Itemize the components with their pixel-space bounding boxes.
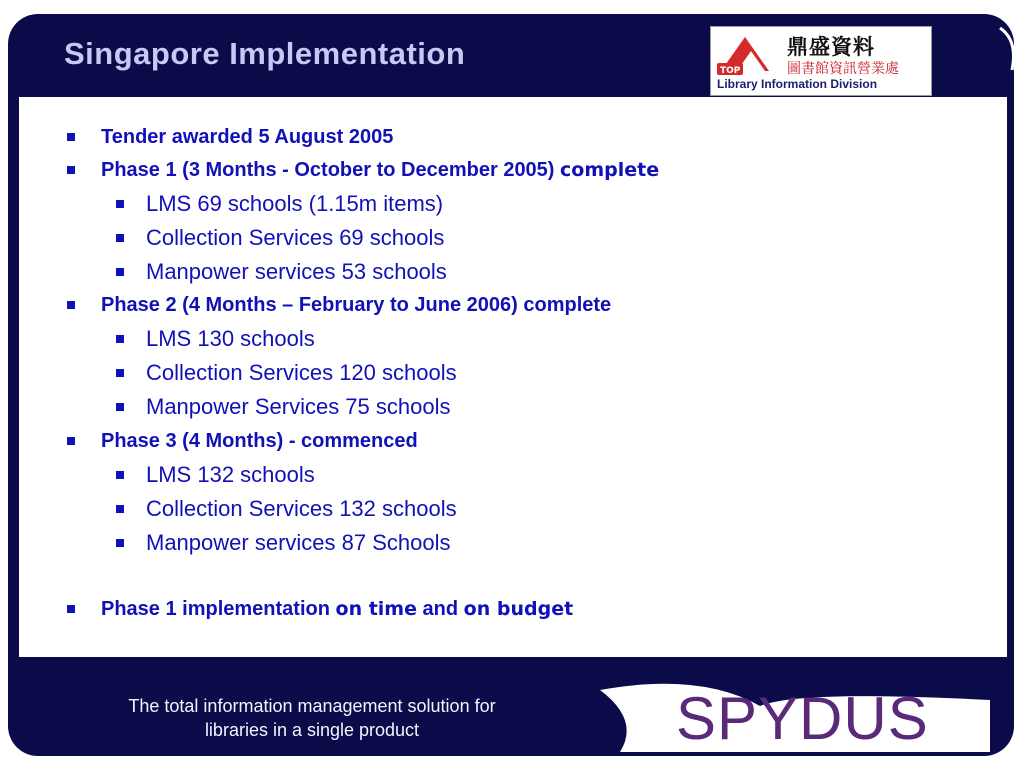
list-item-phase3-collection [146, 496, 457, 522]
square-bullet-icon [116, 539, 124, 547]
list-item-text: Manpower Services 75 schools [146, 394, 451, 419]
square-bullet-icon [67, 605, 75, 613]
footer-tagline [70, 694, 554, 742]
logo-chinese-name: 鼎盛資料 [787, 35, 875, 59]
list-item-phase2-lms [146, 326, 315, 352]
list-item-phase2 [101, 292, 611, 318]
square-bullet-icon [67, 301, 75, 309]
summary-on-time: on time [335, 598, 417, 620]
summary-on-budget: on budget [463, 598, 574, 620]
list-item-text: LMS 130 schools [146, 326, 315, 351]
list-item-phase3-lms [146, 462, 315, 488]
list-item-text: Manpower services 53 schools [146, 259, 447, 284]
square-bullet-icon [116, 200, 124, 208]
square-bullet-icon [116, 335, 124, 343]
list-item-summary [101, 596, 573, 622]
tagline-line-2: libraries in a single product [204, 720, 420, 740]
list-item-phase2-collection [146, 360, 457, 386]
phase3-label: Phase 3 (4 Months) - commenced [101, 430, 418, 452]
square-bullet-icon [67, 437, 75, 445]
summary-prefix: Phase 1 implementation [101, 598, 336, 620]
list-item-text: Collection Services 132 schools [146, 496, 457, 521]
list-item-text: Collection Services 69 schools [146, 225, 445, 250]
list-item-text: Tender awarded 5 August 2005 [101, 126, 394, 148]
list-item-text: Collection Services 120 schools [146, 360, 457, 385]
logo-emblem-icon [715, 33, 777, 77]
phase2-label: Phase 2 (4 Months – February to June 2006) complete [101, 294, 612, 316]
list-item-text: Manpower services 87 Schools [146, 530, 451, 555]
list-item-phase2-manpower [146, 394, 450, 420]
list-item-phase1 [101, 157, 659, 183]
brand-name: SPYDUS [676, 685, 929, 752]
logo-chinese-subtitle: 圖書館資訊營業處 [787, 61, 899, 77]
phase1-label: Phase 1 (3 Months - October to December 2005) [101, 159, 561, 181]
slide-title: Singapore Implementation [64, 36, 466, 71]
square-bullet-icon [116, 234, 124, 242]
list-item-tender [101, 124, 393, 150]
phase1-status: complete [560, 159, 660, 181]
tagline-line-1: The total information management solution for [128, 696, 496, 716]
list-item-text: LMS 132 schools [146, 462, 315, 487]
logo-emblem-text: TOP [720, 66, 741, 76]
list-item-phase3 [101, 428, 418, 454]
list-item-phase1-manpower [146, 259, 447, 285]
square-bullet-icon [67, 133, 75, 141]
logo-english-name: Library Information Division [717, 77, 878, 91]
summary-and: and [417, 598, 464, 620]
square-bullet-icon [116, 268, 124, 276]
list-item-phase1-collection [146, 225, 444, 251]
square-bullet-icon [116, 471, 124, 479]
list-item-phase3-manpower [146, 530, 450, 556]
company-logo [710, 26, 932, 96]
square-bullet-icon [116, 403, 124, 411]
list-item-text: LMS 69 schools (1.15m items) [146, 191, 444, 216]
square-bullet-icon [116, 369, 124, 377]
square-bullet-icon [116, 505, 124, 513]
square-bullet-icon [67, 166, 75, 174]
list-item-phase1-lms [146, 191, 443, 217]
